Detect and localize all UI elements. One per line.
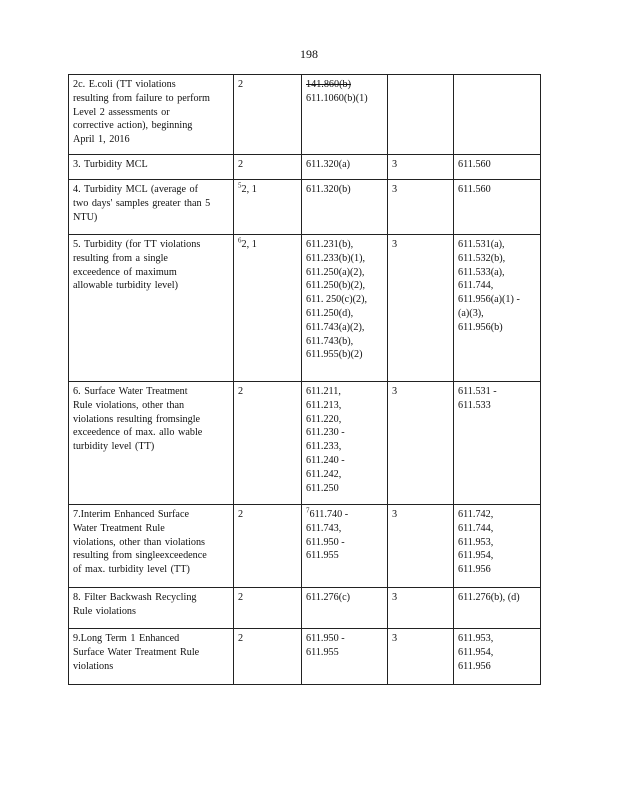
cell-line: 611.956 bbox=[458, 660, 491, 672]
category-cell: 3 bbox=[388, 505, 454, 588]
category-cell: 3 bbox=[388, 588, 454, 629]
cell-line: April 1, 2016 bbox=[73, 134, 130, 146]
cell-line: 611.220, bbox=[306, 413, 342, 425]
cell-line: 8. Filter Backwash Recycling bbox=[73, 592, 197, 603]
citation-cell bbox=[302, 235, 388, 382]
violation-description bbox=[69, 155, 234, 180]
cell-line: 611.320(a) bbox=[306, 159, 351, 170]
violation-description bbox=[69, 235, 234, 382]
violation-description bbox=[69, 505, 234, 588]
cell-line: Level 2 assessments or bbox=[73, 106, 170, 118]
cell-line: 6. Surface Water Treatment bbox=[73, 386, 188, 397]
tier-footnote: 6 bbox=[238, 236, 242, 245]
violation-description bbox=[69, 382, 234, 505]
category-cell: 3 bbox=[388, 180, 454, 235]
cell-line: 3. Turbidity MCL bbox=[73, 159, 148, 170]
requirement-cell bbox=[454, 629, 541, 685]
cell-line bbox=[306, 549, 383, 563]
violations-table bbox=[68, 74, 541, 685]
cell-line: 611.233, bbox=[306, 441, 342, 453]
cell-line: two days' samples greater than 5 bbox=[73, 197, 211, 209]
tier-footnote: 5 bbox=[238, 181, 242, 190]
cell-line: 611.533 bbox=[458, 399, 491, 411]
table-row bbox=[69, 629, 541, 685]
cell-line: exceedence of max. allo wable bbox=[73, 427, 203, 439]
cell-line: 611.276(c) bbox=[306, 592, 351, 603]
cell-line: 4. Turbidity MCL (average of bbox=[73, 184, 199, 195]
category-cell: 3 bbox=[388, 235, 454, 382]
violation-description bbox=[69, 180, 234, 235]
cell-line: Rule violations, other than bbox=[73, 399, 185, 411]
tier-value: 2 bbox=[238, 509, 244, 520]
cell-line: (a)(3), bbox=[458, 307, 484, 319]
violation-description bbox=[69, 588, 234, 629]
citation-footnote: 7 bbox=[306, 506, 310, 515]
citation-text: 611.950 - bbox=[306, 536, 345, 548]
cell-line: 9.Long Term 1 Enhanced bbox=[73, 633, 180, 644]
requirement-cell bbox=[454, 75, 541, 155]
cell-line: 611.242, bbox=[306, 468, 342, 480]
citation-cell bbox=[302, 505, 388, 588]
citation-cell bbox=[302, 382, 388, 505]
cell-line: 611.211, bbox=[306, 386, 341, 397]
cell-line: 611.560 bbox=[458, 184, 491, 195]
cell-line: 7.Interim Enhanced Surface bbox=[73, 509, 189, 520]
cell-line: of max. turbidity level (TT) bbox=[73, 564, 190, 576]
table-row bbox=[69, 235, 541, 382]
citation-cell bbox=[302, 629, 388, 685]
cell-line: 611.1060(b)(1) bbox=[306, 92, 368, 104]
cell-line: 611.531(a), bbox=[458, 239, 505, 250]
citation-text: 611.743, bbox=[306, 522, 342, 534]
cell-line: 611.532(b), bbox=[458, 252, 506, 264]
cell-line bbox=[306, 508, 383, 522]
tier-value: 2 bbox=[238, 592, 244, 603]
tier-value: 2 bbox=[238, 159, 244, 170]
cell-line: 5. Turbidity (for TT violations bbox=[73, 239, 201, 250]
cell-line: violations resulting fromsingle bbox=[73, 413, 201, 425]
citation-text: 611.955 bbox=[306, 550, 339, 562]
cell-line: 611.950 - bbox=[306, 633, 345, 644]
cell-line: 611.231(b), bbox=[306, 239, 354, 250]
cell-line: 611.250(b)(2), bbox=[306, 280, 366, 292]
table-row bbox=[69, 588, 541, 629]
citation-cell bbox=[302, 180, 388, 235]
category-cell: 3 bbox=[388, 382, 454, 505]
cell-line: 611.250 bbox=[306, 482, 339, 494]
cell-line: 611.320(b) bbox=[306, 184, 351, 195]
tier-cell bbox=[234, 382, 302, 505]
cell-line: 611.240 - bbox=[306, 454, 345, 466]
cell-line: 2c. E.coli (TT violations bbox=[73, 79, 176, 90]
cell-line: 611.744, bbox=[458, 522, 494, 534]
requirement-cell bbox=[454, 235, 541, 382]
table-row bbox=[69, 155, 541, 180]
requirement-cell bbox=[454, 588, 541, 629]
cell-line: allowable turbidity level) bbox=[73, 280, 178, 292]
requirement-cell bbox=[454, 180, 541, 235]
cell-line: 611.742, bbox=[458, 509, 494, 520]
category-cell: 3 bbox=[388, 155, 454, 180]
cell-line bbox=[306, 536, 383, 550]
tier-cell bbox=[234, 588, 302, 629]
cell-line: 611.233(b)(1), bbox=[306, 252, 366, 264]
category-cell: 3 bbox=[388, 629, 454, 685]
requirement-cell bbox=[454, 382, 541, 505]
requirement-cell bbox=[454, 155, 541, 180]
cell-line: corrective action), beginning bbox=[73, 120, 193, 132]
cell-line: violations bbox=[73, 660, 114, 672]
cell-line: 611.954, bbox=[458, 646, 494, 658]
citation-cell bbox=[302, 588, 388, 629]
tier-cell bbox=[234, 180, 302, 235]
tier-cell bbox=[234, 75, 302, 155]
cell-line: violations, other than violations bbox=[73, 536, 206, 548]
table-row bbox=[69, 180, 541, 235]
tier-cell bbox=[234, 629, 302, 685]
cell-line: 611.250(d), bbox=[306, 307, 354, 319]
table-row bbox=[69, 75, 541, 155]
cell-line: resulting from failure to perform bbox=[73, 92, 210, 104]
table-row bbox=[69, 382, 541, 505]
cell-line: 611.230 - bbox=[306, 427, 345, 439]
tier-value: 2 bbox=[238, 386, 244, 397]
citation-cell bbox=[302, 155, 388, 180]
cell-line: resulting from singleexceedence bbox=[73, 550, 207, 562]
cell-line: 611. 250(c)(2), bbox=[306, 294, 368, 306]
cell-line bbox=[306, 522, 383, 536]
tier-value: 2 bbox=[238, 79, 244, 90]
cell-line: Water Treatment Rule bbox=[73, 522, 165, 534]
cell-line: 611.743(a)(2), bbox=[306, 321, 365, 333]
page-number: 198 bbox=[300, 47, 318, 61]
tier-cell bbox=[234, 505, 302, 588]
violation-description bbox=[69, 75, 234, 155]
category-cell bbox=[388, 75, 454, 155]
tier-value: 2 bbox=[238, 633, 244, 644]
cell-line: Surface Water Treatment Rule bbox=[73, 646, 200, 658]
cell-line: Rule violations bbox=[73, 605, 136, 617]
cell-line: 611.560 bbox=[458, 159, 491, 170]
cell-line: turbidity level (TT) bbox=[73, 441, 155, 453]
cell-line: 611.954, bbox=[458, 550, 494, 562]
cell-line: 611.953, bbox=[458, 633, 494, 644]
cell-line: resulting from a single bbox=[73, 252, 168, 264]
cell-line: 611.213, bbox=[306, 399, 342, 411]
cell-line: 611.955(b)(2) bbox=[306, 349, 363, 361]
cell-line: 611.956(a)(1) - bbox=[458, 294, 520, 306]
citation-cell bbox=[302, 75, 388, 155]
cell-line: 611.743(b), bbox=[306, 335, 354, 347]
tier-cell bbox=[234, 235, 302, 382]
cell-line: 611.955 bbox=[306, 646, 339, 658]
cell-line: NTU) bbox=[73, 211, 98, 223]
cell-line: 611.956(b) bbox=[458, 321, 503, 333]
cell-line: 611.276(b), (d) bbox=[458, 592, 520, 603]
table-row bbox=[69, 505, 541, 588]
cell-line: 611.744, bbox=[458, 280, 494, 292]
citation-text: 611.740 - bbox=[309, 509, 349, 520]
cell-line: exceedence of maximum bbox=[73, 266, 177, 278]
requirement-cell bbox=[454, 505, 541, 588]
cell-line: 611.250(a)(2), bbox=[306, 266, 365, 278]
struck-citation: 141.860(b) bbox=[306, 79, 351, 90]
tier-value: 2, 1 bbox=[241, 239, 257, 250]
tier-value: 2, 1 bbox=[241, 184, 257, 195]
cell-line: 611.956 bbox=[458, 564, 491, 576]
tier-cell bbox=[234, 155, 302, 180]
cell-line: 611.533(a), bbox=[458, 266, 505, 278]
cell-line: 611.953, bbox=[458, 536, 494, 548]
cell-line: 611.531 - bbox=[458, 386, 497, 397]
violation-description bbox=[69, 629, 234, 685]
